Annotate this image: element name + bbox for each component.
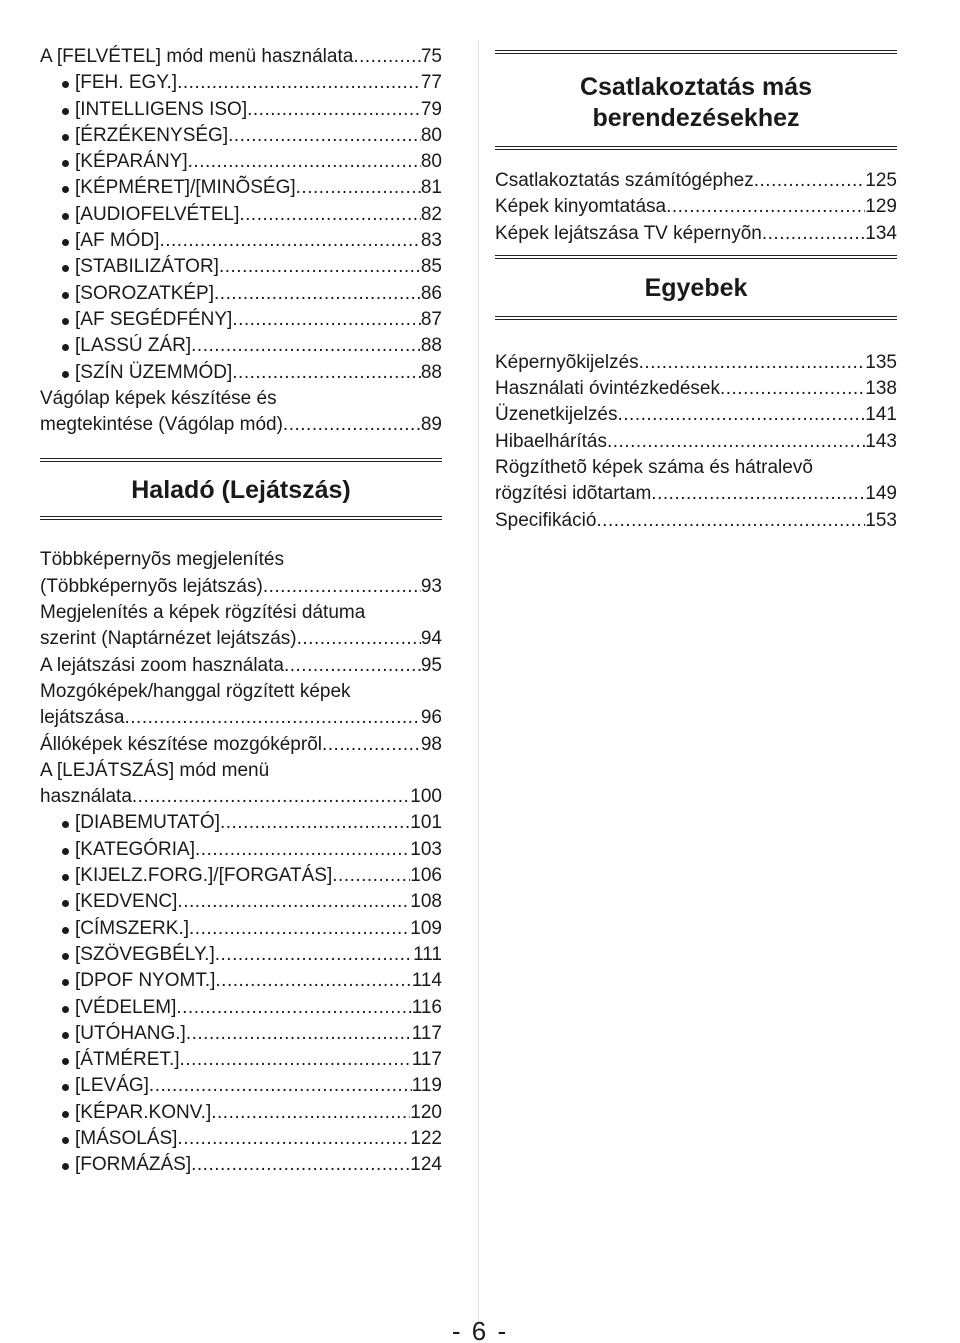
page-ref: 116 [411,996,442,1018]
page-ref: 85 [420,256,442,278]
page-ref: 81 [420,177,442,199]
toc-entry[interactable]: [CÍMSZERK.] ..... 109 [40,916,442,942]
toc-entry-playmenu[interactable]: használata ..... 100 [40,784,442,810]
toc-entry-playmenu-line1: A [LEJÁTSZÁS] mód menü [40,759,270,781]
right-column [495,44,897,534]
toc-entry[interactable]: [AUDIOFELVÉTEL] ..... 82 [40,202,442,228]
page-ref: 88 [420,361,442,383]
toc-entry[interactable]: [INTELLIGENS ISO] ..... 79 [40,97,442,123]
toc-entry[interactable]: [DIABEMUTATÓ] ..... 101 [40,810,442,836]
page-ref: 95 [420,654,442,676]
toc-entry[interactable]: [ÁTMÉRET.] ..... 117 [40,1047,442,1073]
page-ref: 120 [410,1101,442,1123]
toc-entry[interactable]: [MÁSOLÁS] ..... 122 [40,1126,442,1152]
toc-entry-multi[interactable]: (Többképernyõs lejátszás) ..... 93 [40,574,442,600]
toc-entry[interactable]: [FORMÁZÁS] ..... 124 [40,1152,442,1178]
toc-entry[interactable]: Képernyõkijelzés ..... 135 [495,350,897,376]
toc-entry[interactable]: A [FELVÉTEL] mód menü használata ..... 75 [40,44,442,70]
toc-entry[interactable]: [KATEGÓRIA] ..... 103 [40,837,442,863]
toc-entry-multi-line1: Többképernyõs megjelenítés [40,549,284,571]
page-ref: 80 [420,151,442,173]
page-ref: 80 [420,124,442,146]
toc-entry-still[interactable]: Állóképek készítése mozgóképrõl ..... 98 [40,732,442,758]
toc-entry[interactable]: [LASSÚ ZÁR] ..... 88 [40,333,442,359]
section-title: Csatlakoztatás más berendezésekhez [579,73,813,132]
page-ref: 77 [420,72,442,94]
toc-entry[interactable]: [KEDVENC] ..... 108 [40,889,442,915]
toc-entry-motion[interactable]: lejátszása ..... 96 [40,705,442,731]
toc-entry-spec[interactable]: Specifikáció ..... 153 [495,508,897,534]
page-ref: 88 [420,335,442,357]
page-ref: 108 [410,891,442,913]
page-ref: 86 [420,282,442,304]
toc-entry[interactable]: [SZÖVEGBÉLY.] ..... 111 [40,942,442,968]
toc-entry[interactable]: Képek kinyomtatása ..... 129 [495,194,897,220]
toc-entry-zoom[interactable]: A lejátszási zoom használata ..... 95 [40,653,442,679]
toc-entry[interactable]: [SZÍN ÜZEMMÓD] ..... 88 [40,360,442,386]
playback-menu-list [40,810,442,1178]
page-ref: 119 [411,1075,442,1097]
page-ref: 103 [410,838,442,860]
page-ref: 100 [410,786,442,808]
page-ref: 134 [865,222,897,244]
toc-entry[interactable]: [SOROZATKÉP] ..... 86 [40,281,442,307]
page-ref: 83 [420,230,442,252]
section-header-connections [495,50,897,150]
column-divider [478,40,479,1330]
toc-entry[interactable]: Hibaelhárítás ..... 143 [495,429,897,455]
page-ref: 87 [420,308,442,330]
page-ref: 96 [420,707,442,729]
page-ref: 106 [410,865,442,887]
page-ref: 101 [410,812,442,834]
page-ref: 129 [865,196,897,218]
section-header-playback-advanced [40,458,442,520]
page-ref: 111 [413,943,442,965]
page-ref: 117 [411,1049,442,1071]
toc-entry[interactable]: [AF SEGÉDFÉNY] ..... 87 [40,307,442,333]
recording-menu-list [40,44,442,386]
page-ref: 138 [865,378,897,400]
section-title: Haladó (Lejátszás) [131,476,351,505]
toc-entry-record-line1: Rögzíthetõ képek száma és hátralevõ [495,457,813,479]
toc-entry[interactable]: Képek lejátszása TV képernyõn ..... 134 [495,221,897,247]
toc-entry[interactable]: [DPOF NYOMT.] ..... 114 [40,968,442,994]
page-ref: 94 [420,628,442,650]
page-ref: 141 [865,404,897,426]
toc-entry-calendar[interactable]: szerint (Naptárnézet lejátszás) ..... 94 [40,626,442,652]
toc-entry[interactable]: [KÉPAR.KONV.] ..... 120 [40,1100,442,1126]
toc-entry-motion-line1: Mozgóképek/hanggal rögzített képek [40,680,351,702]
section-header-others [495,255,897,320]
page-ref: 75 [420,46,442,67]
page-ref: 89 [420,414,442,436]
page-ref: 114 [411,970,442,992]
page-ref: 122 [410,1127,442,1149]
page-ref: 135 [865,351,897,373]
toc-entry[interactable]: [STABILIZÁTOR] ..... 85 [40,254,442,280]
toc-entry[interactable]: [KIJELZ.FORG.]/[FORGATÁS] ..... 106 [40,863,442,889]
toc-entry[interactable]: [AF MÓD] ..... 83 [40,228,442,254]
page-ref: 125 [865,170,897,191]
page-ref: 98 [420,733,442,755]
page-number: - 6 - [451,1316,509,1343]
toc-entry[interactable]: Csatlakoztatás számítógéphez ..... 125 [495,168,897,194]
toc-entry[interactable]: Üzenetkijelzés ..... 141 [495,402,897,428]
page-ref: 79 [420,98,442,120]
connection-list [495,168,897,247]
toc-entry[interactable]: [FEH. EGY.] ..... 77 [40,70,442,96]
others-list [495,350,897,455]
page-ref: 143 [865,430,897,452]
page-ref: 117 [411,1022,442,1044]
toc-entry[interactable]: [ÉRZÉKENYSÉG] ..... 80 [40,123,442,149]
page-ref: 82 [420,203,442,225]
section-title: Egyebek [644,273,748,302]
toc-entry[interactable]: [VÉDELEM] ..... 116 [40,995,442,1021]
page-ref: 109 [410,917,442,939]
page-ref: 153 [865,509,897,531]
toc-entry[interactable]: [UTÓHANG.] ..... 117 [40,1021,442,1047]
toc-entry-clipboard-line1: Vágólap képek készítése és [40,387,277,409]
toc-entry-record[interactable]: rögzítési idõtartam ..... 149 [495,481,897,507]
toc-entry[interactable]: [KÉPMÉRET]/[MINÕSÉG] ..... 81 [40,175,442,201]
page-ref: 149 [865,483,897,505]
toc-entry-calendar-line1: Megjelenítés a képek rögzítési dátuma [40,602,366,624]
toc-entry[interactable]: [KÉPARÁNY] ..... 80 [40,149,442,175]
toc-entry-clipboard[interactable]: megtekintése (Vágólap mód) ..... 89 [40,412,442,438]
toc-entry[interactable]: Használati óvintézkedések ..... 138 [495,376,897,402]
left-column [40,44,442,1179]
page-ref: 124 [410,1154,442,1176]
toc-entry[interactable]: [LEVÁG] ..... 119 [40,1073,442,1099]
page-ref: 93 [420,575,442,597]
